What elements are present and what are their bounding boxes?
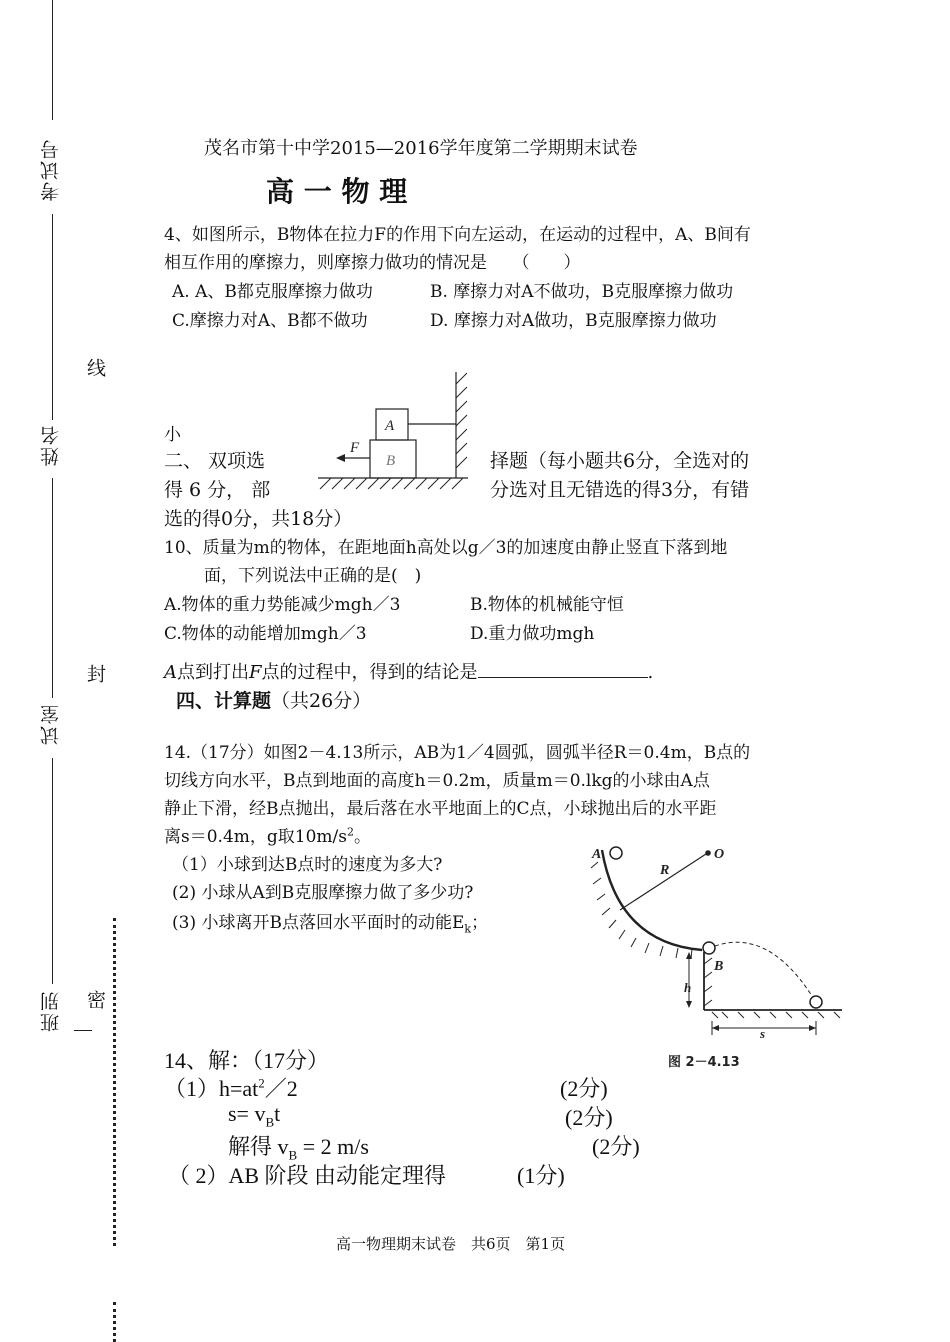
- margin-exam-no: 考试号: [40, 138, 62, 201]
- stray-mid: 点到打出: [177, 662, 249, 683]
- answer-blank[interactable]: [478, 663, 648, 678]
- s-arrow-right: [809, 1025, 816, 1031]
- figure-blocks: [314, 368, 474, 494]
- margin-line: [52, 0, 53, 120]
- s-arrow-left: [712, 1025, 719, 1031]
- q14-line4: [164, 822, 371, 847]
- fig2-label-s: s: [760, 1026, 766, 1041]
- stray-a: A: [164, 662, 177, 683]
- solution-step2-text: s= v: [228, 1101, 266, 1126]
- q10-line1: 10、质量为m的物体，在距地面h高处以g／3的加速度由静止竖直下落到地: [164, 538, 728, 558]
- solution-step1-score: (2分): [560, 1076, 608, 1101]
- fig2-caption: 图 2－4.13: [668, 1055, 740, 1070]
- center-point: [705, 850, 711, 856]
- seal-dotted-line: [113, 1302, 116, 1342]
- solution-step1-text: （1）h=at: [164, 1076, 259, 1101]
- solution-step2-post: t: [274, 1101, 281, 1126]
- q14-line4-post: 。: [353, 827, 371, 847]
- section2-line3: 选的得0分，共18分）: [164, 508, 353, 530]
- q14-sub2: (2) 小球从A到B克服摩擦力做了多少功?: [172, 883, 474, 903]
- q14-line1: 14.（17分）如图2－4.13所示，AB为1／4圆弧，圆弧半径R＝0.4m，B点的: [164, 743, 751, 763]
- stray-line: [164, 658, 653, 684]
- solution-step4: （ 2）AB 阶段 由动能定理得: [168, 1163, 447, 1188]
- section4-points: （共26分）: [271, 690, 372, 712]
- q4-option-c: C.摩擦力对A、B都不做功: [172, 311, 368, 331]
- page-footer: 高一物理期末试卷 共6页 第1页: [336, 1235, 566, 1253]
- q4-option-d: D. 摩擦力对A做功，B克服摩擦力做功: [430, 311, 717, 331]
- subject-title: 高 一 物 理: [266, 175, 408, 208]
- section2-fragment: 小: [164, 425, 181, 445]
- q14-line4-sup: 2: [346, 825, 354, 839]
- q10-option-a: A.物体的重力势能减少mgh／3: [164, 595, 401, 615]
- q14-sub1: （1）小球到达B点时的速度为多大?: [172, 855, 443, 875]
- q14-line3: 静止下滑，经B点抛出，最后落在水平地面上的C点，小球抛出后的水平距: [164, 799, 717, 819]
- q14-sub3-text: (3) 小球离开B点落回水平面时的动能E: [172, 913, 465, 933]
- stray-f: F: [249, 662, 262, 683]
- section4-title: 四、计算题: [176, 690, 272, 712]
- solution-step2-sub: B: [265, 1114, 275, 1130]
- margin-line: [52, 758, 53, 984]
- margin-seal-char: 封: [84, 664, 106, 683]
- fig1-label-b: B: [386, 453, 396, 469]
- margin-secret-char: 密: [84, 990, 106, 1009]
- stray-end: 点的过程中，得到的结论是: [261, 662, 478, 683]
- fig2-label-o: O: [714, 847, 725, 862]
- section4-heading: [176, 686, 371, 713]
- seal-dotted-line: [113, 918, 116, 1246]
- section2-right2: 分选对且无错选的得3分，有错: [490, 479, 750, 501]
- section2-left2: 得 6 分， 部: [164, 479, 271, 501]
- q10-line2: 面，下列说法中正确的是( ): [204, 566, 422, 586]
- q4-option-a: A. A、B都克服摩擦力做功: [172, 282, 373, 302]
- stray-period: .: [647, 662, 654, 683]
- margin-dash: [74, 1030, 92, 1031]
- section2-right1: 择题（每小题共6分，全选对的: [490, 450, 750, 472]
- margin-line-char: 线: [84, 358, 106, 377]
- q14-sub3-post: ；: [471, 913, 489, 933]
- margin-name: 姓名: [40, 424, 62, 466]
- solution-title: 14、解：（17分）: [164, 1048, 330, 1073]
- school-title: 茂名市第十中学2015—2016学年度第二学期期末试卷: [204, 138, 638, 159]
- solution-step4-score: (1分): [517, 1163, 565, 1188]
- q14-line4-text: 离s＝0.4m，g取10m/s: [164, 827, 347, 847]
- q14-line2: 切线方向水平，B点到地面的高度h＝0.2m，质量m＝0.lkg的小球由A点: [164, 771, 710, 791]
- fig2-label-b: B: [714, 959, 724, 974]
- solution-step3-post: = 2 m/s: [297, 1134, 369, 1159]
- q4-option-b: B. 摩擦力对A不做功，B克服摩擦力做功: [430, 282, 734, 302]
- solution-step2: [228, 1101, 280, 1130]
- solution-step1-post: ／2: [264, 1076, 298, 1101]
- fig1-label-f: F: [350, 440, 360, 456]
- q14-sub3-sub: k: [464, 922, 472, 936]
- section2-left1: 二、 双项选: [164, 450, 266, 472]
- force-arrow-head: [336, 454, 345, 462]
- q10-option-b: B.物体的机械能守恒: [470, 595, 624, 615]
- q4-line2: 相互作用的摩擦力，则摩擦力做功的情况是 （ ）: [164, 253, 581, 273]
- q10-option-d: D.重力做功mgh: [470, 624, 595, 644]
- solution-step2-score: (2分): [565, 1105, 613, 1130]
- q14-sub3: [172, 908, 488, 935]
- h-arrow-bottom: [686, 1001, 692, 1008]
- solution-step1: [164, 1072, 298, 1103]
- margin-room: 试室: [40, 703, 62, 745]
- margin-line: [52, 478, 53, 698]
- solution-step1-sup: 2: [258, 1075, 265, 1091]
- margin-class: 班别: [40, 990, 62, 1032]
- fig2-label-r: R: [660, 863, 670, 878]
- fig1-label-a: A: [385, 418, 395, 434]
- solution-step3-sub: B: [288, 1147, 298, 1163]
- fig2-label-h: h: [684, 980, 692, 995]
- q4-line1: 4、如图所示，B物体在拉力F的作用下向左运动，在运动的过程中，A、B间有: [164, 225, 751, 245]
- fig2-label-a: A: [592, 847, 602, 862]
- figure-track: [588, 838, 850, 1076]
- solution-step3-text: 解得 v: [228, 1134, 289, 1159]
- margin-line: [52, 214, 53, 420]
- solution-step3-score: (2分): [592, 1134, 640, 1159]
- q10-option-c: C.物体的动能增加mgh／3: [164, 624, 367, 644]
